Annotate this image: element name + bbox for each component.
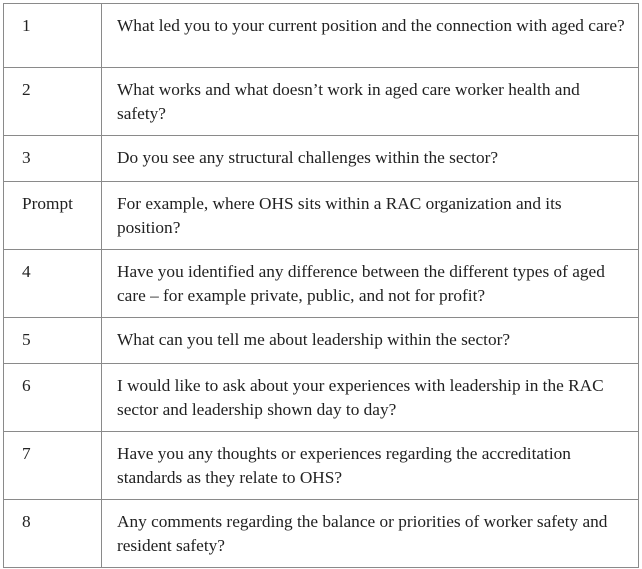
question-text: Have you identified any difference between the different types of aged care – for example private, public, and not for profit? [102, 250, 639, 318]
interview-questions-table [3, 3, 639, 568]
row-label: 3 [4, 136, 102, 182]
table-row [4, 68, 639, 136]
question-text: What works and what doesn’t work in aged care worker health and safety? [102, 68, 639, 136]
question-text: Do you see any structural challenges within the sector? [102, 136, 639, 182]
table-row [4, 318, 639, 364]
table-row [4, 250, 639, 318]
question-text: Have you any thoughts or experiences regarding the accreditation standards as they relate to OHS? [102, 432, 639, 500]
table-row [4, 432, 639, 500]
question-text: What led you to your current position and the connection with aged care? [102, 4, 639, 68]
row-label: 5 [4, 318, 102, 364]
row-label: 1 [4, 4, 102, 68]
table-row [4, 136, 639, 182]
row-label: 4 [4, 250, 102, 318]
question-text: For example, where OHS sits within a RAC organization and its position? [102, 182, 639, 250]
row-label: 8 [4, 500, 102, 568]
question-text: I would like to ask about your experiences with leadership in the RAC sector and leadership shown day to day? [102, 364, 639, 432]
row-label: 2 [4, 68, 102, 136]
question-text: Any comments regarding the balance or priorities of worker safety and resident safety? [102, 500, 639, 568]
row-label: Prompt [4, 182, 102, 250]
question-text: What can you tell me about leadership within the sector? [102, 318, 639, 364]
table-row [4, 364, 639, 432]
table-row [4, 500, 639, 568]
row-label: 6 [4, 364, 102, 432]
table-row [4, 182, 639, 250]
row-label: 7 [4, 432, 102, 500]
table-row [4, 4, 639, 68]
